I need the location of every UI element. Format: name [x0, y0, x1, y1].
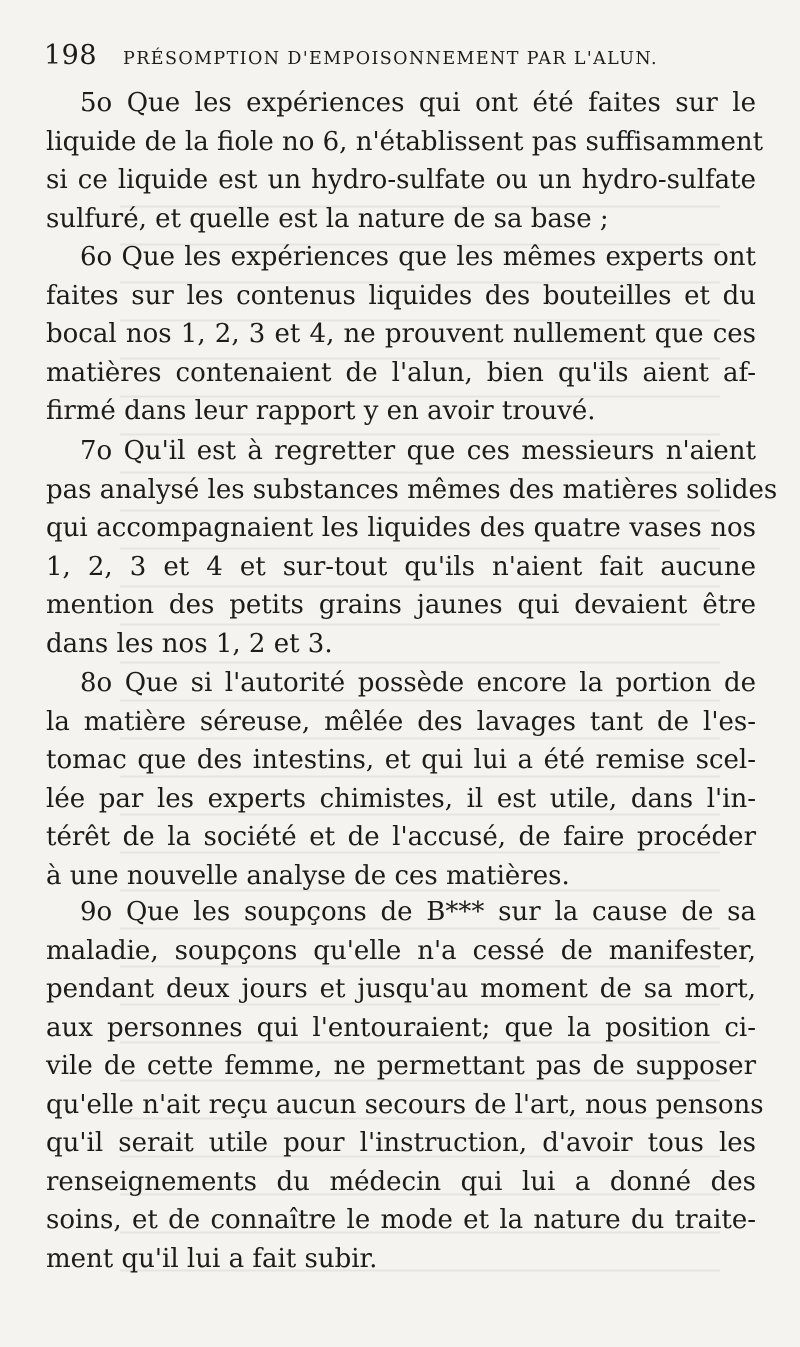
paragraph-line: maladie, soupçons qu'elle n'a cessé de manifester,	[46, 935, 756, 966]
paragraph-line: qu'il serait utile pour l'instruction, d'avoir tous les	[46, 1128, 756, 1158]
paragraph-line: dans les nos 1, 2 et 3.	[46, 628, 333, 659]
paragraph-line: qu'elle n'ait reçu aucun secours de l'art, nous pensons	[46, 1089, 764, 1120]
paragraph-9	[46, 893, 764, 1278]
paragraph-line: si ce liquide est un hydro-sulfate ou un hydro-sulfate	[46, 165, 756, 195]
paragraph-line: faites sur les contenus liquides des bouteilles et du	[46, 280, 756, 311]
paragraph-line: soins, et de connaître le mode et la nature du traite-	[46, 1205, 756, 1235]
paragraph-7	[46, 432, 778, 663]
running-head	[44, 40, 764, 80]
paragraph-line: sulfuré, et quelle est la nature de sa base ;	[46, 203, 609, 234]
paragraph-line: tomac que des intestins, et qui lui a été remise scel-	[46, 745, 756, 775]
paragraph-line: bocal nos 1, 2, 3 et 4, ne prouvent nullement que ces	[46, 319, 756, 349]
paragraph-line: vile de cette femme, ne permettant pas de supposer	[46, 1051, 756, 1081]
paragraph-line: renseignements du médecin qui lui a donné des	[46, 1166, 756, 1197]
paragraph-line: 6o Que les expériences que les mêmes experts ont	[80, 242, 756, 272]
paragraph-line: mention des petits grains jaunes qui devaient être	[46, 590, 756, 620]
paragraph-line: térêt de la société et de l'accusé, de faire procéder	[46, 822, 756, 852]
paragraph-line: aux personnes qui l'entouraient; que la position ci-	[46, 1012, 756, 1043]
paragraph-line: firmé dans leur rapport y en avoir trouvé.	[46, 396, 596, 426]
page-number: 198	[44, 40, 98, 71]
paragraph-line: 1, 2, 3 et 4 et sur-tout qu'ils n'aient fait aucune	[46, 551, 756, 582]
paragraph-line: pas analysé les substances mêmes des matières solides	[46, 474, 778, 505]
paragraph-line: la matière séreuse, mêlée des lavages tant de l'es-	[46, 706, 756, 737]
paragraph-line: matières contenaient de l'alun, bien qu'ils aient af-	[46, 357, 756, 388]
paragraph-8	[46, 664, 756, 895]
paragraph-5	[46, 84, 764, 238]
paragraph-line: 5o Que les expériences qui ont été faites sur le	[80, 88, 756, 118]
paragraph-line: pendant deux jours et jusqu'au moment de sa mort,	[46, 974, 756, 1004]
paragraph-line: lée par les experts chimistes, il est utile, dans l'in-	[46, 783, 756, 814]
paragraph-line: à une nouvelle analyse de ces matières.	[46, 860, 570, 891]
paragraph-6	[46, 238, 756, 431]
paragraph-line: qui accompagnaient les liquides des quatre vases nos	[46, 513, 756, 543]
paragraph-line: 8o Que si l'autorité possède encore la portion de	[80, 668, 756, 698]
paragraph-line: 9o Que les soupçons de B*** sur la cause de sa	[80, 897, 756, 927]
running-title: PRÉSOMPTION D'EMPOISONNEMENT PAR L'ALUN.	[123, 49, 658, 69]
paragraph-line: 7o Qu'il est à regretter que ces messieurs n'aient	[80, 436, 756, 466]
paragraph-line: ment qu'il lui a fait subir.	[46, 1243, 378, 1274]
paragraph-line: liquide de la fiole no 6, n'établissent pas suffisamment	[46, 126, 764, 157]
